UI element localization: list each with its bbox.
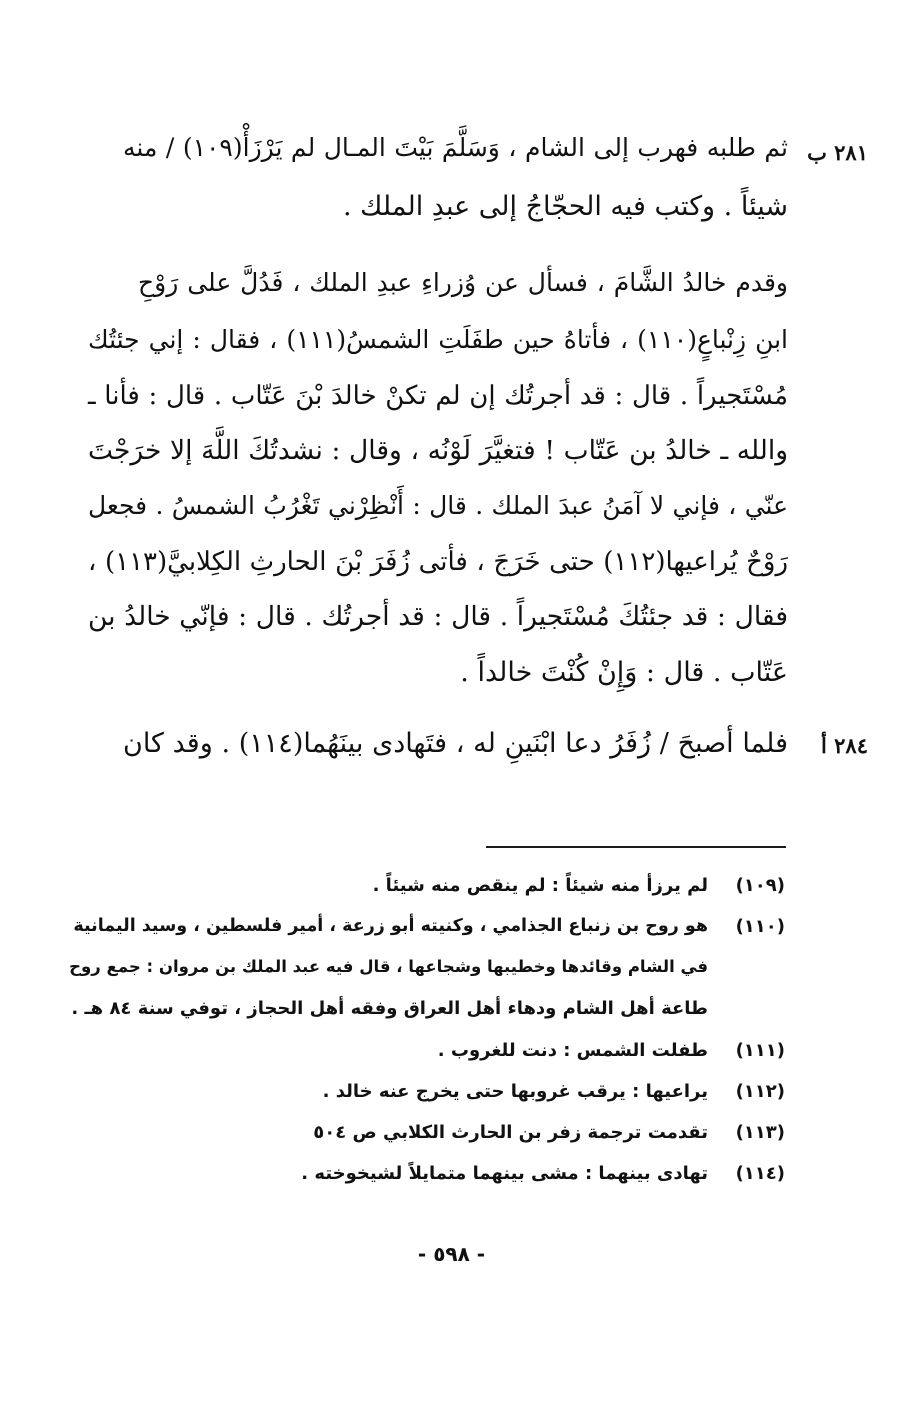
footnote-number-109: (١٠٩) xyxy=(735,875,785,896)
footnote-number-110: (١١٠) xyxy=(735,916,785,937)
body-line-3: وقدم خالدُ الشَّامَ ، فسأل عن وُزراءِ عبدِ الملك ، فَدُلَّ على رَوْحِ xyxy=(138,268,788,297)
footnote-text-112: يراعيها : يرقب غروبها حتى يخرج عنه خالد . xyxy=(322,1081,708,1102)
page-number: - ٥٩٨ - xyxy=(417,1242,486,1266)
body-line-9: فقال : قد جئتُكَ مُسْتَجيراً . قال : قد أجرتُك . قال : فإنّي خالدُ بن xyxy=(88,601,788,632)
body-line-2: شيئاً . وكتب فيه الحجّاجُ إلى عبدِ الملك . xyxy=(343,191,788,222)
footnote-text-110-cont2: طاعة أهل الشام ودهاء أهل العراق وفقه أهل الحجاز ، توفي سنة ٨٤ هـ . xyxy=(71,998,708,1019)
body-line-4: ابنِ زِنْباعٍ(١١٠) ، فأتاهُ حين طفَلَتِ الشمسُ(١١١) ، فقال : إني جئتُك xyxy=(88,325,789,354)
body-line-7: عنّي ، فإني لا آمَنُ عبدَ الملك . قال : أَنْظِرْني تَغْرُبُ الشمسُ . فجعل xyxy=(88,491,788,520)
footnote-text-113: تقدمت ترجمة زفر بن الحارث الكلابي ص ٥٠٤ xyxy=(313,1122,708,1143)
footnote-text-110-cont1: في الشام وقائدها وخطيبها وشجاعها ، قال فيه عبد الملك بن مروان : جمع روح xyxy=(69,957,708,976)
footnote-number-113: (١١٣) xyxy=(735,1122,785,1143)
margin-ref-281b: ٢٨١ ب xyxy=(807,140,868,165)
body-line-8: رَوْحٌ يُراعيها(١١٢) حتى خَرَجَ ، فأتى زُفَرَ بْنَ الحارثِ الكِلابيَّ(١١٣) ، xyxy=(88,547,789,577)
footnote-text-111: طفلت الشمس : دنت للغروب . xyxy=(437,1040,708,1061)
body-line-5: مُسْتَجيراً . قال : قد أجرتُك إن لم تكنْ خالدَ بْنَ عَتّاب . قال : فأنا ـ xyxy=(88,381,788,411)
body-line-1: ثم طلبه فهرب إلى الشام ، وَسَلَّمَ بَيْتَ المـال لم يَرْزَأْ(١٠٩) / منه xyxy=(123,133,788,162)
margin-ref-284a: ٢٨٤ أ xyxy=(821,733,868,758)
footnote-number-112: (١١٢) xyxy=(735,1081,785,1102)
body-line-10: عَتّاب . قال : وَإِنْ كُنْتَ خالداً . xyxy=(460,657,788,688)
footnote-text-110: هو روح بن زنباع الجذامي ، وكنيته أبو زرعة ، أمير فلسطين ، وسيد اليمانية xyxy=(73,916,708,936)
footnote-text-114: تهادى بينهما : مشى بينهما متمايلاً لشيخوخته . xyxy=(301,1163,708,1184)
footnote-number-114: (١١٤) xyxy=(735,1163,785,1184)
body-line-11: فلما أصبحَ / زُفَرُ دعا ابْنَينِ له ، فتَهادى بينَهُما(١١٤) . وقد كان xyxy=(123,728,789,759)
footnote-number-111: (١١١) xyxy=(735,1040,785,1061)
body-line-6: والله ـ خالدُ بن عَتّاب ! فتغيَّرَ لَوْنُه ، وقال : نشدتُكَ اللَّهَ إلا خرَجْتَ xyxy=(88,435,788,466)
footnote-separator xyxy=(486,846,786,848)
footnote-text-109: لم يرزأ منه شيئاً : لم ينقص منه شيئاً . xyxy=(372,875,708,896)
